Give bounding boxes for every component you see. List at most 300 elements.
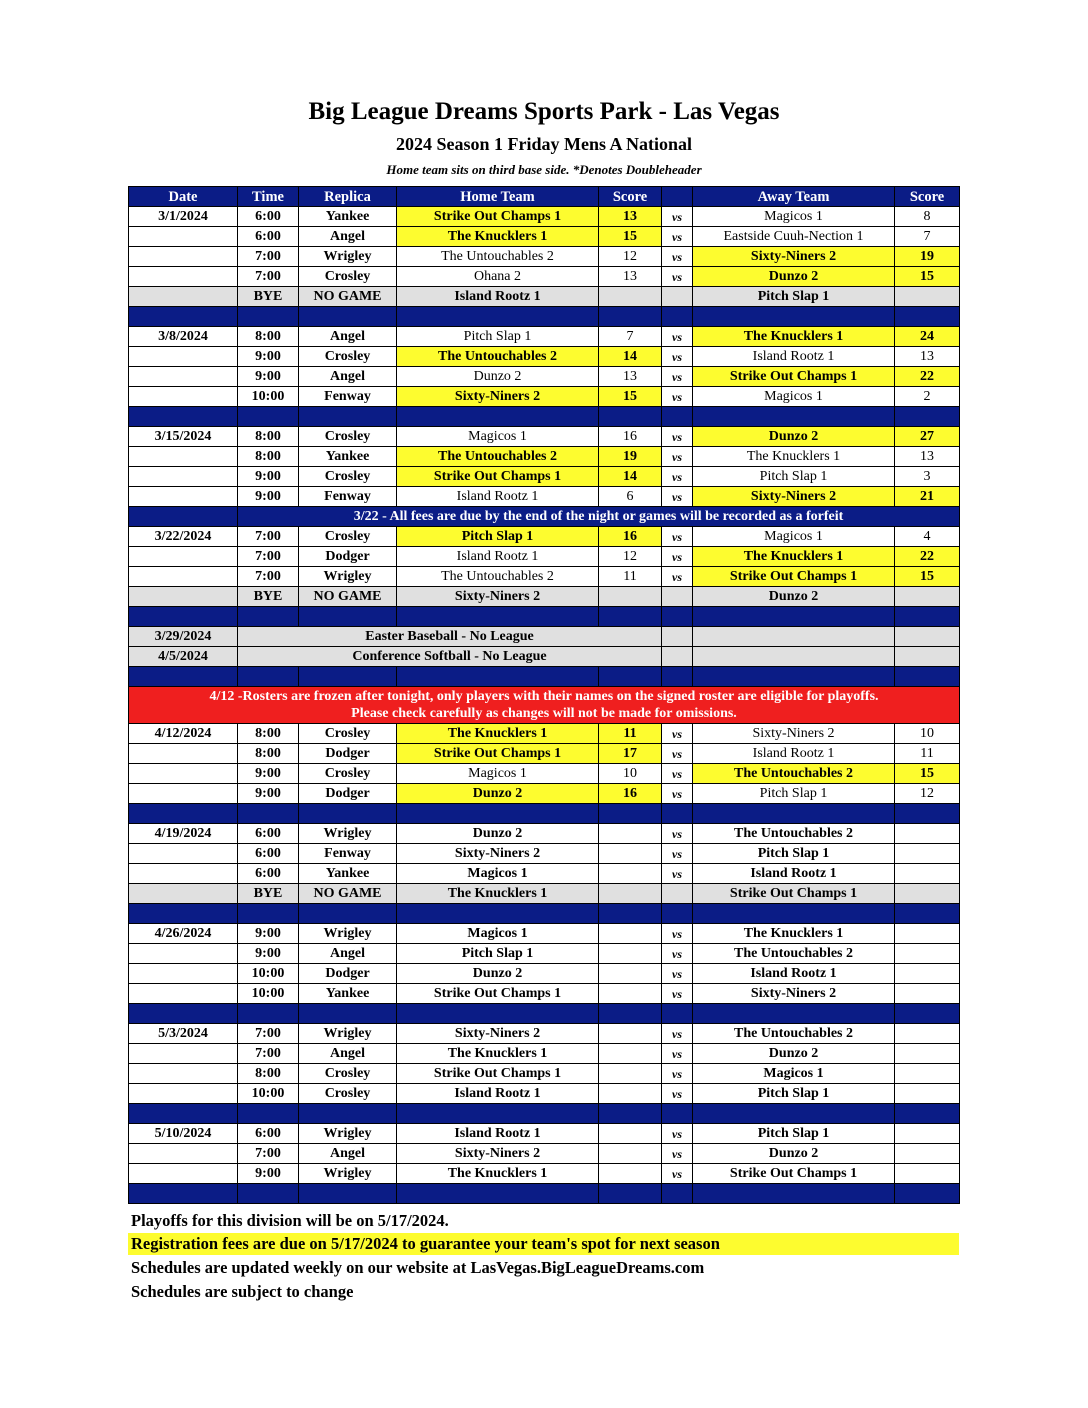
- home-score: 16: [599, 784, 662, 804]
- away-score: [895, 1064, 960, 1084]
- bye-vs: [662, 287, 693, 307]
- game-field: Dodger: [299, 784, 397, 804]
- away-score: 22: [895, 367, 960, 387]
- game-time: 8:00: [238, 744, 299, 764]
- separator-cell: [662, 407, 693, 427]
- game-time: 8:00: [238, 327, 299, 347]
- away-team: The Knucklers 1: [693, 327, 895, 347]
- game-field: Angel: [299, 327, 397, 347]
- home-score: [599, 984, 662, 1004]
- bye-label: BYE: [238, 884, 299, 904]
- separator-cell: [599, 407, 662, 427]
- empty-cell: [693, 627, 895, 647]
- game-field: Yankee: [299, 207, 397, 227]
- fee-notice: 3/22 - All fees are due by the end of the night or games will be recorded as a forfeit: [238, 507, 960, 527]
- home-team: The Knucklers 1: [397, 227, 599, 247]
- home-team: Dunzo 2: [397, 824, 599, 844]
- bye-label: BYE: [238, 587, 299, 607]
- no-league-date: 4/5/2024: [129, 647, 238, 667]
- home-team: The Knucklers 1: [397, 1164, 599, 1184]
- home-team: Dunzo 2: [397, 784, 599, 804]
- bye-score: [895, 587, 960, 607]
- home-team: The Knucklers 1: [397, 724, 599, 744]
- home-score: [599, 1164, 662, 1184]
- roster-notice-line-2: Please check carefully as changes will not be made for omissions.: [351, 706, 737, 721]
- separator-cell: [895, 804, 960, 824]
- game-field: Crosley: [299, 267, 397, 287]
- vs-label: vs: [662, 547, 693, 567]
- vs-label: vs: [662, 527, 693, 547]
- game-row: [129, 764, 960, 784]
- separator-cell: [397, 307, 599, 327]
- separator-cell: [397, 667, 599, 687]
- game-row: [129, 347, 960, 367]
- separator-cell: [299, 667, 397, 687]
- vs-label: vs: [662, 1164, 693, 1184]
- home-score: [599, 1084, 662, 1104]
- vs-label: vs: [662, 1144, 693, 1164]
- header-vs: [662, 187, 693, 207]
- separator-cell: [895, 607, 960, 627]
- separator-cell: [693, 804, 895, 824]
- away-team: Magicos 1: [693, 527, 895, 547]
- week-separator-row: [129, 607, 960, 627]
- home-team: Island Rootz 1: [397, 1124, 599, 1144]
- separator-cell: [397, 904, 599, 924]
- game-row: [129, 1164, 960, 1184]
- week-separator-row: [129, 407, 960, 427]
- game-row: [129, 964, 960, 984]
- home-score: [599, 1044, 662, 1064]
- game-time: 8:00: [238, 724, 299, 744]
- week-separator-row: [129, 904, 960, 924]
- separator-cell: [238, 667, 299, 687]
- separator-cell: [397, 407, 599, 427]
- away-score: 3: [895, 467, 960, 487]
- away-score: [895, 1084, 960, 1104]
- separator-cell: [599, 607, 662, 627]
- game-date: [129, 567, 238, 587]
- game-date: 3/15/2024: [129, 427, 238, 447]
- separator-cell: [662, 804, 693, 824]
- game-field: Crosley: [299, 527, 397, 547]
- away-team: Magicos 1: [693, 207, 895, 227]
- separator-cell: [238, 904, 299, 924]
- game-date: 3/8/2024: [129, 327, 238, 347]
- vs-label: vs: [662, 427, 693, 447]
- away-score: [895, 924, 960, 944]
- game-field: Yankee: [299, 864, 397, 884]
- separator-cell: [599, 307, 662, 327]
- home-team: Island Rootz 1: [397, 1084, 599, 1104]
- separator-cell: [397, 1104, 599, 1124]
- home-score: 19: [599, 447, 662, 467]
- separator-cell: [662, 667, 693, 687]
- schedule-table: [128, 186, 960, 1204]
- away-team: The Untouchables 2: [693, 764, 895, 784]
- home-team: Magicos 1: [397, 924, 599, 944]
- separator-cell: [693, 904, 895, 924]
- game-row: [129, 267, 960, 287]
- game-row: [129, 1024, 960, 1044]
- home-team: Strike Out Champs 1: [397, 1064, 599, 1084]
- bye-vs: [662, 587, 693, 607]
- game-row: [129, 1084, 960, 1104]
- game-row: [129, 367, 960, 387]
- game-time: 6:00: [238, 207, 299, 227]
- vs-label: vs: [662, 944, 693, 964]
- home-team: Island Rootz 1: [397, 547, 599, 567]
- home-score: 15: [599, 227, 662, 247]
- separator-cell: [129, 1104, 238, 1124]
- game-date: 4/26/2024: [129, 924, 238, 944]
- away-team: Strike Out Champs 1: [693, 567, 895, 587]
- roster-notice-row: [129, 687, 960, 724]
- game-row: [129, 984, 960, 1004]
- away-team: Dunzo 2: [693, 1144, 895, 1164]
- separator-cell: [599, 904, 662, 924]
- game-time: 6:00: [238, 824, 299, 844]
- separator-cell: [397, 607, 599, 627]
- game-date: 5/10/2024: [129, 1124, 238, 1144]
- separator-cell: [238, 607, 299, 627]
- separator-cell: [599, 1184, 662, 1204]
- game-field: Crosley: [299, 347, 397, 367]
- separator-cell: [129, 667, 238, 687]
- no-league-text: Conference Softball - No League: [238, 647, 662, 667]
- away-score: 4: [895, 527, 960, 547]
- game-date: [129, 227, 238, 247]
- game-time: 8:00: [238, 447, 299, 467]
- no-league-row: [129, 647, 960, 667]
- bye-score: [599, 884, 662, 904]
- vs-label: vs: [662, 824, 693, 844]
- game-time: 7:00: [238, 1144, 299, 1164]
- away-score: [895, 1124, 960, 1144]
- separator-cell: [693, 667, 895, 687]
- game-row: [129, 567, 960, 587]
- separator-cell: [238, 1104, 299, 1124]
- bye-team-away: Strike Out Champs 1: [693, 884, 895, 904]
- away-team: Pitch Slap 1: [693, 467, 895, 487]
- vs-label: vs: [662, 267, 693, 287]
- separator-cell: [662, 307, 693, 327]
- vs-label: vs: [662, 207, 693, 227]
- away-score: 15: [895, 267, 960, 287]
- roster-notice: [129, 687, 960, 724]
- away-score: 8: [895, 207, 960, 227]
- game-time: 9:00: [238, 764, 299, 784]
- vs-label: vs: [662, 864, 693, 884]
- away-team: The Knucklers 1: [693, 447, 895, 467]
- vs-label: vs: [662, 227, 693, 247]
- header-home-team: Home Team: [397, 187, 599, 207]
- separator-cell: [693, 307, 895, 327]
- game-field: Wrigley: [299, 824, 397, 844]
- header-away-team: Away Team: [693, 187, 895, 207]
- bye-score: [895, 287, 960, 307]
- game-date: [129, 447, 238, 467]
- game-time: 10:00: [238, 387, 299, 407]
- home-team: Ohana 2: [397, 267, 599, 287]
- away-team: Island Rootz 1: [693, 864, 895, 884]
- website-note: Schedules are updated weekly on our website at LasVegas.BigLeagueDreams.com: [131, 1258, 705, 1277]
- game-field: Wrigley: [299, 1164, 397, 1184]
- separator-cell: [129, 1004, 238, 1024]
- away-score: [895, 984, 960, 1004]
- away-team: Pitch Slap 1: [693, 1084, 895, 1104]
- game-time: 10:00: [238, 1084, 299, 1104]
- away-score: [895, 1144, 960, 1164]
- game-field: Wrigley: [299, 567, 397, 587]
- game-time: 9:00: [238, 1164, 299, 1184]
- game-time: 10:00: [238, 964, 299, 984]
- separator-cell: [693, 607, 895, 627]
- separator-cell: [238, 1004, 299, 1024]
- game-field: Angel: [299, 944, 397, 964]
- away-team: Sixty-Niners 2: [693, 247, 895, 267]
- home-score: 11: [599, 724, 662, 744]
- separator-cell: [895, 307, 960, 327]
- separator-cell: [397, 1004, 599, 1024]
- game-row: [129, 924, 960, 944]
- game-field: Wrigley: [299, 247, 397, 267]
- separator-cell: [129, 307, 238, 327]
- game-time: 9:00: [238, 487, 299, 507]
- vs-label: vs: [662, 327, 693, 347]
- schedule-note: Home team sits on third base side. *Denotes Doubleheader: [386, 162, 702, 177]
- separator-cell: [895, 1104, 960, 1124]
- game-field: Yankee: [299, 447, 397, 467]
- game-time: 7:00: [238, 527, 299, 547]
- empty-cell: [129, 507, 238, 527]
- week-separator-row: [129, 1184, 960, 1204]
- game-row: [129, 844, 960, 864]
- away-score: [895, 1164, 960, 1184]
- vs-label: vs: [662, 387, 693, 407]
- game-time: 6:00: [238, 227, 299, 247]
- home-score: 12: [599, 247, 662, 267]
- away-team: The Knucklers 1: [693, 547, 895, 567]
- home-team: Pitch Slap 1: [397, 327, 599, 347]
- separator-cell: [299, 904, 397, 924]
- home-team: Strike Out Champs 1: [397, 744, 599, 764]
- game-field: Dodger: [299, 547, 397, 567]
- game-date: 4/12/2024: [129, 724, 238, 744]
- game-date: [129, 1064, 238, 1084]
- game-row: [129, 547, 960, 567]
- away-score: 7: [895, 227, 960, 247]
- bye-row: [129, 287, 960, 307]
- vs-label: vs: [662, 447, 693, 467]
- game-row: [129, 1064, 960, 1084]
- home-team: Sixty-Niners 2: [397, 1144, 599, 1164]
- away-score: [895, 1024, 960, 1044]
- separator-cell: [662, 1104, 693, 1124]
- empty-cell: [895, 627, 960, 647]
- home-score: 14: [599, 347, 662, 367]
- bye-field: NO GAME: [299, 587, 397, 607]
- vs-label: vs: [662, 784, 693, 804]
- home-score: 13: [599, 267, 662, 287]
- away-score: [895, 864, 960, 884]
- header-time: Time: [238, 187, 299, 207]
- game-date: [129, 984, 238, 1004]
- vs-label: vs: [662, 1044, 693, 1064]
- game-row: [129, 784, 960, 804]
- bye-team-away: Dunzo 2: [693, 587, 895, 607]
- game-field: Fenway: [299, 844, 397, 864]
- vs-label: vs: [662, 724, 693, 744]
- empty-cell: [662, 627, 693, 647]
- away-team: The Untouchables 2: [693, 944, 895, 964]
- away-team: Strike Out Champs 1: [693, 367, 895, 387]
- no-league-text: Easter Baseball - No League: [238, 627, 662, 647]
- away-team: The Untouchables 2: [693, 1024, 895, 1044]
- empty-cell: [662, 647, 693, 667]
- home-score: 13: [599, 207, 662, 227]
- separator-cell: [129, 1184, 238, 1204]
- separator-cell: [599, 804, 662, 824]
- home-team: Strike Out Champs 1: [397, 207, 599, 227]
- home-score: 14: [599, 467, 662, 487]
- away-team: Eastside Cuuh-Nection 1: [693, 227, 895, 247]
- game-row: [129, 207, 960, 227]
- game-date: [129, 1144, 238, 1164]
- away-team: Strike Out Champs 1: [693, 1164, 895, 1184]
- game-row: [129, 1044, 960, 1064]
- game-time: 8:00: [238, 1064, 299, 1084]
- home-team: Sixty-Niners 2: [397, 387, 599, 407]
- vs-label: vs: [662, 567, 693, 587]
- game-row: [129, 864, 960, 884]
- game-field: Angel: [299, 227, 397, 247]
- away-team: Magicos 1: [693, 1064, 895, 1084]
- game-time: 7:00: [238, 1044, 299, 1064]
- separator-cell: [238, 407, 299, 427]
- separator-cell: [129, 607, 238, 627]
- away-score: 22: [895, 547, 960, 567]
- home-team: Sixty-Niners 2: [397, 844, 599, 864]
- bye-team-home: Sixty-Niners 2: [397, 587, 599, 607]
- away-score: [895, 824, 960, 844]
- home-team: Dunzo 2: [397, 964, 599, 984]
- away-score: 13: [895, 347, 960, 367]
- separator-cell: [299, 1184, 397, 1204]
- game-time: 6:00: [238, 844, 299, 864]
- separator-cell: [693, 1104, 895, 1124]
- game-date: [129, 764, 238, 784]
- vs-label: vs: [662, 744, 693, 764]
- game-row: [129, 327, 960, 347]
- home-team: The Untouchables 2: [397, 567, 599, 587]
- header-home-score: Score: [599, 187, 662, 207]
- game-date: [129, 944, 238, 964]
- home-team: The Untouchables 2: [397, 247, 599, 267]
- game-date: [129, 1084, 238, 1104]
- registration-note: Registration fees are due on 5/17/2024 to guarantee your team's spot for next season: [128, 1233, 959, 1255]
- home-score: 17: [599, 744, 662, 764]
- away-team: The Knucklers 1: [693, 924, 895, 944]
- game-time: 9:00: [238, 347, 299, 367]
- game-date: [129, 744, 238, 764]
- away-score: 24: [895, 327, 960, 347]
- home-team: Dunzo 2: [397, 367, 599, 387]
- vs-label: vs: [662, 347, 693, 367]
- game-date: [129, 247, 238, 267]
- bye-date: [129, 884, 238, 904]
- game-time: 7:00: [238, 267, 299, 287]
- away-score: 27: [895, 427, 960, 447]
- away-score: 13: [895, 447, 960, 467]
- empty-cell: [693, 647, 895, 667]
- game-field: Fenway: [299, 487, 397, 507]
- bye-vs: [662, 884, 693, 904]
- home-team: Magicos 1: [397, 864, 599, 884]
- game-row: [129, 744, 960, 764]
- away-team: Magicos 1: [693, 387, 895, 407]
- game-time: 9:00: [238, 924, 299, 944]
- game-time: 7:00: [238, 567, 299, 587]
- home-score: 16: [599, 527, 662, 547]
- separator-cell: [662, 1004, 693, 1024]
- change-note: Schedules are subject to change: [131, 1282, 354, 1301]
- vs-label: vs: [662, 487, 693, 507]
- away-score: [895, 964, 960, 984]
- game-time: 9:00: [238, 467, 299, 487]
- game-row: [129, 447, 960, 467]
- game-row: [129, 227, 960, 247]
- away-team: Island Rootz 1: [693, 744, 895, 764]
- game-time: 9:00: [238, 367, 299, 387]
- away-team: Sixty-Niners 2: [693, 724, 895, 744]
- game-date: [129, 347, 238, 367]
- separator-cell: [238, 307, 299, 327]
- home-score: [599, 864, 662, 884]
- separator-cell: [599, 667, 662, 687]
- header-date: Date: [129, 187, 238, 207]
- game-date: [129, 547, 238, 567]
- week-separator-row: [129, 307, 960, 327]
- separator-cell: [693, 407, 895, 427]
- away-team: Dunzo 2: [693, 267, 895, 287]
- separator-cell: [299, 1004, 397, 1024]
- game-time: 9:00: [238, 784, 299, 804]
- home-team: The Untouchables 2: [397, 347, 599, 367]
- roster-notice-line-1: 4/12 -Rosters are frozen after tonight, only players with their names on the signed roster are eligible for playoffs.: [209, 689, 879, 704]
- bye-field: NO GAME: [299, 884, 397, 904]
- game-row: [129, 487, 960, 507]
- game-field: Crosley: [299, 1064, 397, 1084]
- playoffs-note: Playoffs for this division will be on 5/17/2024.: [131, 1211, 449, 1230]
- game-date: 3/1/2024: [129, 207, 238, 227]
- page-title: Big League Dreams Sports Park - Las Vegas: [308, 98, 780, 125]
- game-field: Crosley: [299, 724, 397, 744]
- vs-label: vs: [662, 1084, 693, 1104]
- separator-cell: [299, 607, 397, 627]
- away-team: Island Rootz 1: [693, 347, 895, 367]
- away-team: Sixty-Niners 2: [693, 487, 895, 507]
- game-time: 7:00: [238, 547, 299, 567]
- game-time: 8:00: [238, 427, 299, 447]
- away-team: Pitch Slap 1: [693, 784, 895, 804]
- home-score: 15: [599, 387, 662, 407]
- bye-team-home: Island Rootz 1: [397, 287, 599, 307]
- bye-date: [129, 287, 238, 307]
- game-time: 7:00: [238, 1024, 299, 1044]
- away-team: Pitch Slap 1: [693, 1124, 895, 1144]
- home-score: [599, 844, 662, 864]
